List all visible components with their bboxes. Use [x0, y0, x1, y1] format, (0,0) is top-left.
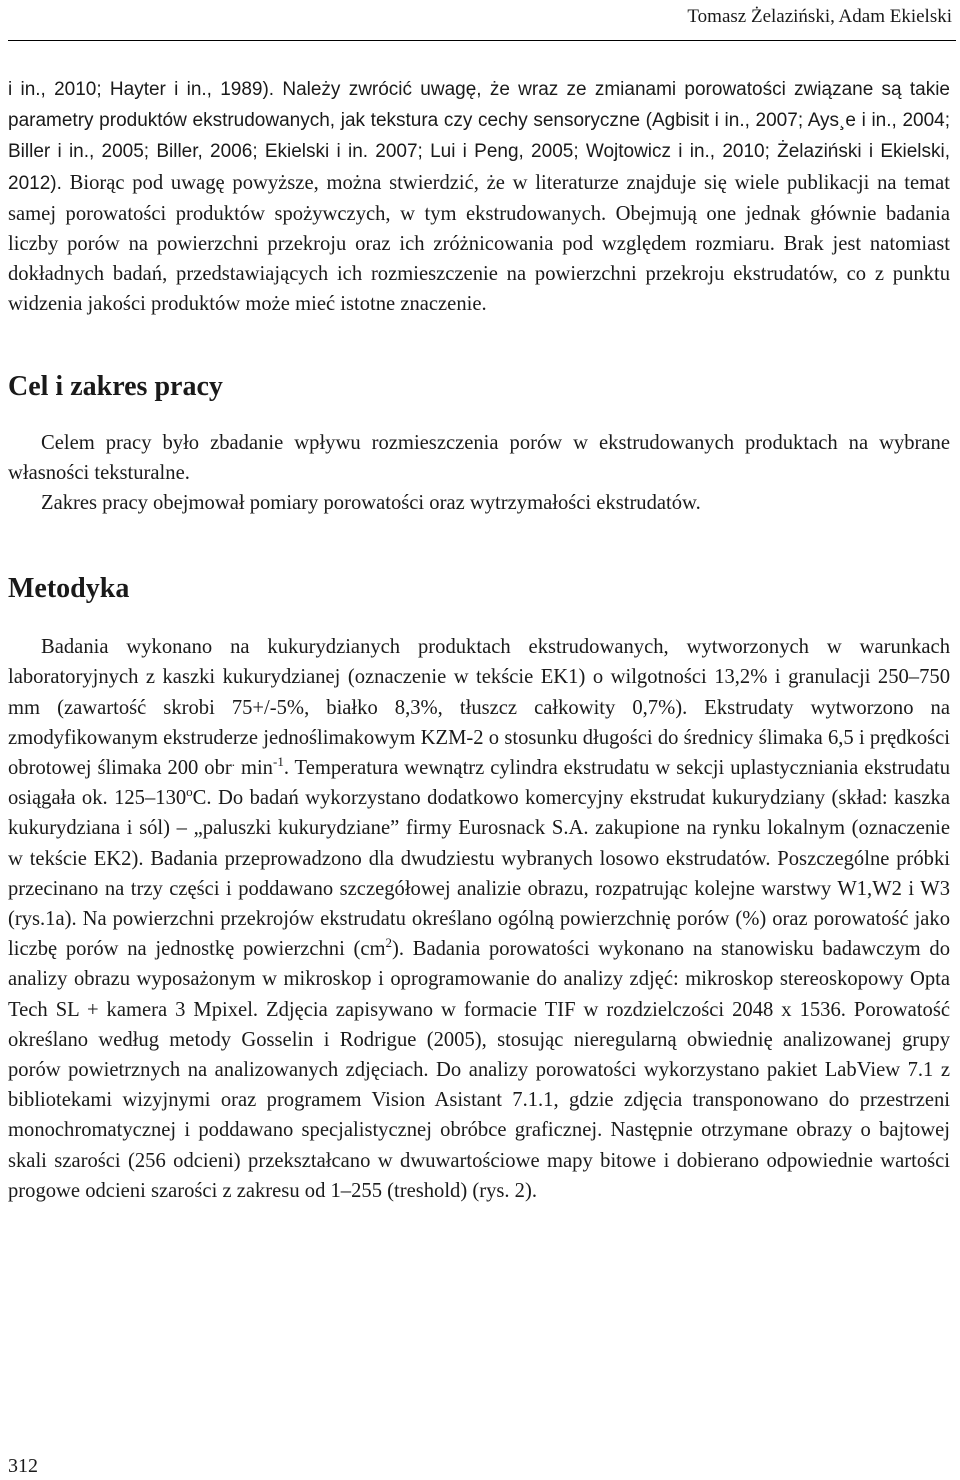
aims-paragraph-2: Zakres pracy obejmował pomiary porowatości oraz wytrzymałości ekstrudatów. [41, 492, 701, 515]
methods-text-5: ). Badania porowatości wykonano na stanowisku badawczym do analizy obrazu wyposażonym w mikroskop i oprogramowanie do analizy zdjęć: mikroskop stereoskopowy Opta Tech SL + kamera 3 Mpixel. Zdjęcia zapisywano w formacie TIF w rozdzielczości 2048 x 1536. Porowatość określano według metody Gosselin i Rodrigue (2005), stosując nieregularną obwiednię analizowanej grupy porów powietrznych na analizowanych zdjęciach. Do analizy porowatości wykorzystano pakiet LabView 7.1 z bibliotekami wizyjnymi oraz programem Vision Asistant 7.1.1, gdzie zdjęcia transponowano do przestrzeni monochromatycznej i poddawano specjalistycznej obróbce graficznej. Następnie otrzymane obrazy o bajtowej skali szarości (256 odcieni) przekształcano w dwuwartościowe mapy bitowe i dobierano odpowiednie wartości progowe odcieni szarości z zakresu od 1–255 (treshold) (rys. 2). [8, 938, 951, 1202]
methods-sup-squared: 2 [385, 935, 393, 951]
methods-paragraph [8, 632, 950, 1206]
methods-text-4: C. Do badań wykorzystano dodatkowo komercyjny ekstrudat kukurydziany (skład: kaszka kukurydziana i sól) – „paluszki kukurydziane” firmy Eurosnack S.A. zakupione na rynku lokalnym (oznaczenie w tekście EK2). Badania przeprowadzono dla dwudziestu wybranych losowo ekstrudatów. Poszczególne próbki przecinano na trzy części i poddawano szczegółowej analizie obrazu, rozpatrując kolejne warstwy W1,W2 i W3 (rys.1a). Na powierzchni przekrojów ekstrudatu określano ogólną powierzchnię porów (%) oraz porowatość jako liczbę porów na jednostkę powierzchni (cm [8, 787, 950, 961]
methods-text-2: min [235, 757, 273, 780]
header-rule [8, 40, 956, 41]
aims-paragraph-1: Celem pracy było zbadanie wpływu rozmieszczenia porów w ekstrudowanych produktach na wybrane własności teksturalne. [8, 431, 950, 484]
section-heading-methods: Metodyka [8, 573, 130, 605]
methods-text-3: . Temperatura wewnątrz cylindra ekstrudatu w sekcji uplastyczniania ekstrudatu osiągała ok. 125–130 [8, 757, 951, 810]
methods-sup-minus-one: -1 [272, 754, 284, 770]
header-authors: Tomasz Żelaziński, Adam Ekielski [687, 6, 952, 27]
methods-sup-degree: o [186, 784, 193, 800]
intro-citation-text: i in., 2010; Hayter i in., 1989). Należy zwrócić uwagę, że wraz ze zmianami porowatości związane są takie parametry produktów ekstrudowanych, jak tekstura czy cechy sensoryczne (Agbisit i in., 2007; Ays¸e i in., 2004; Biller i in., 2005; Biller, 2006; Ekielski i in. 2007; Lui i Peng, 2005; Wojtowicz i in., 2010; Żelaziński i Ekielski, 2012). [8, 79, 950, 194]
running-header [8, 4, 952, 34]
page-number: 312 [8, 1455, 38, 1477]
page-body [8, 74, 950, 1206]
methods-sup-dot: . [231, 754, 235, 770]
intro-paragraph [8, 74, 950, 320]
section-heading-aims: Cel i zakres pracy [8, 370, 223, 402]
intro-main-text: Biorąc pod uwagę powyższe, można stwierdzić, że w literaturze znajduje się wiele publikacji na temat samej porowatości produktów spożywczych, w tym ekstrudowanych. Obejmują one jednak głównie badania liczby porów na powierzchni przekroju oraz ich zróżnicowania pod względem rozmiaru. Brak jest natomiast dokładnych badań, przedstawiających ich rozmieszczenie na powierzchni przekroju ekstrudatów, co z punktu widzenia jakości produktów może mieć istotne znaczenie. [8, 171, 950, 316]
methods-text-1: Badania wykonano na kukurydzianych produktach ekstrudowanych, wytworzonych w warunkach laboratoryjnych z kaszki kukurydzianej (oznaczenie w tekście EK1) o wilgotności 13,2% i granulacji 250–750 mm (zawartość skrobi 75+/-5%, białko 8,3%, tłuszcz całkowity 0,7%). Ekstrudaty wytworzono na zmodyfikowanym ekstruderze jednoślimakowym KZM-2 o stosunku długości do średnicy ślimaka 6,5 i prędkości obrotowej ślimaka 200 obr [8, 636, 950, 780]
